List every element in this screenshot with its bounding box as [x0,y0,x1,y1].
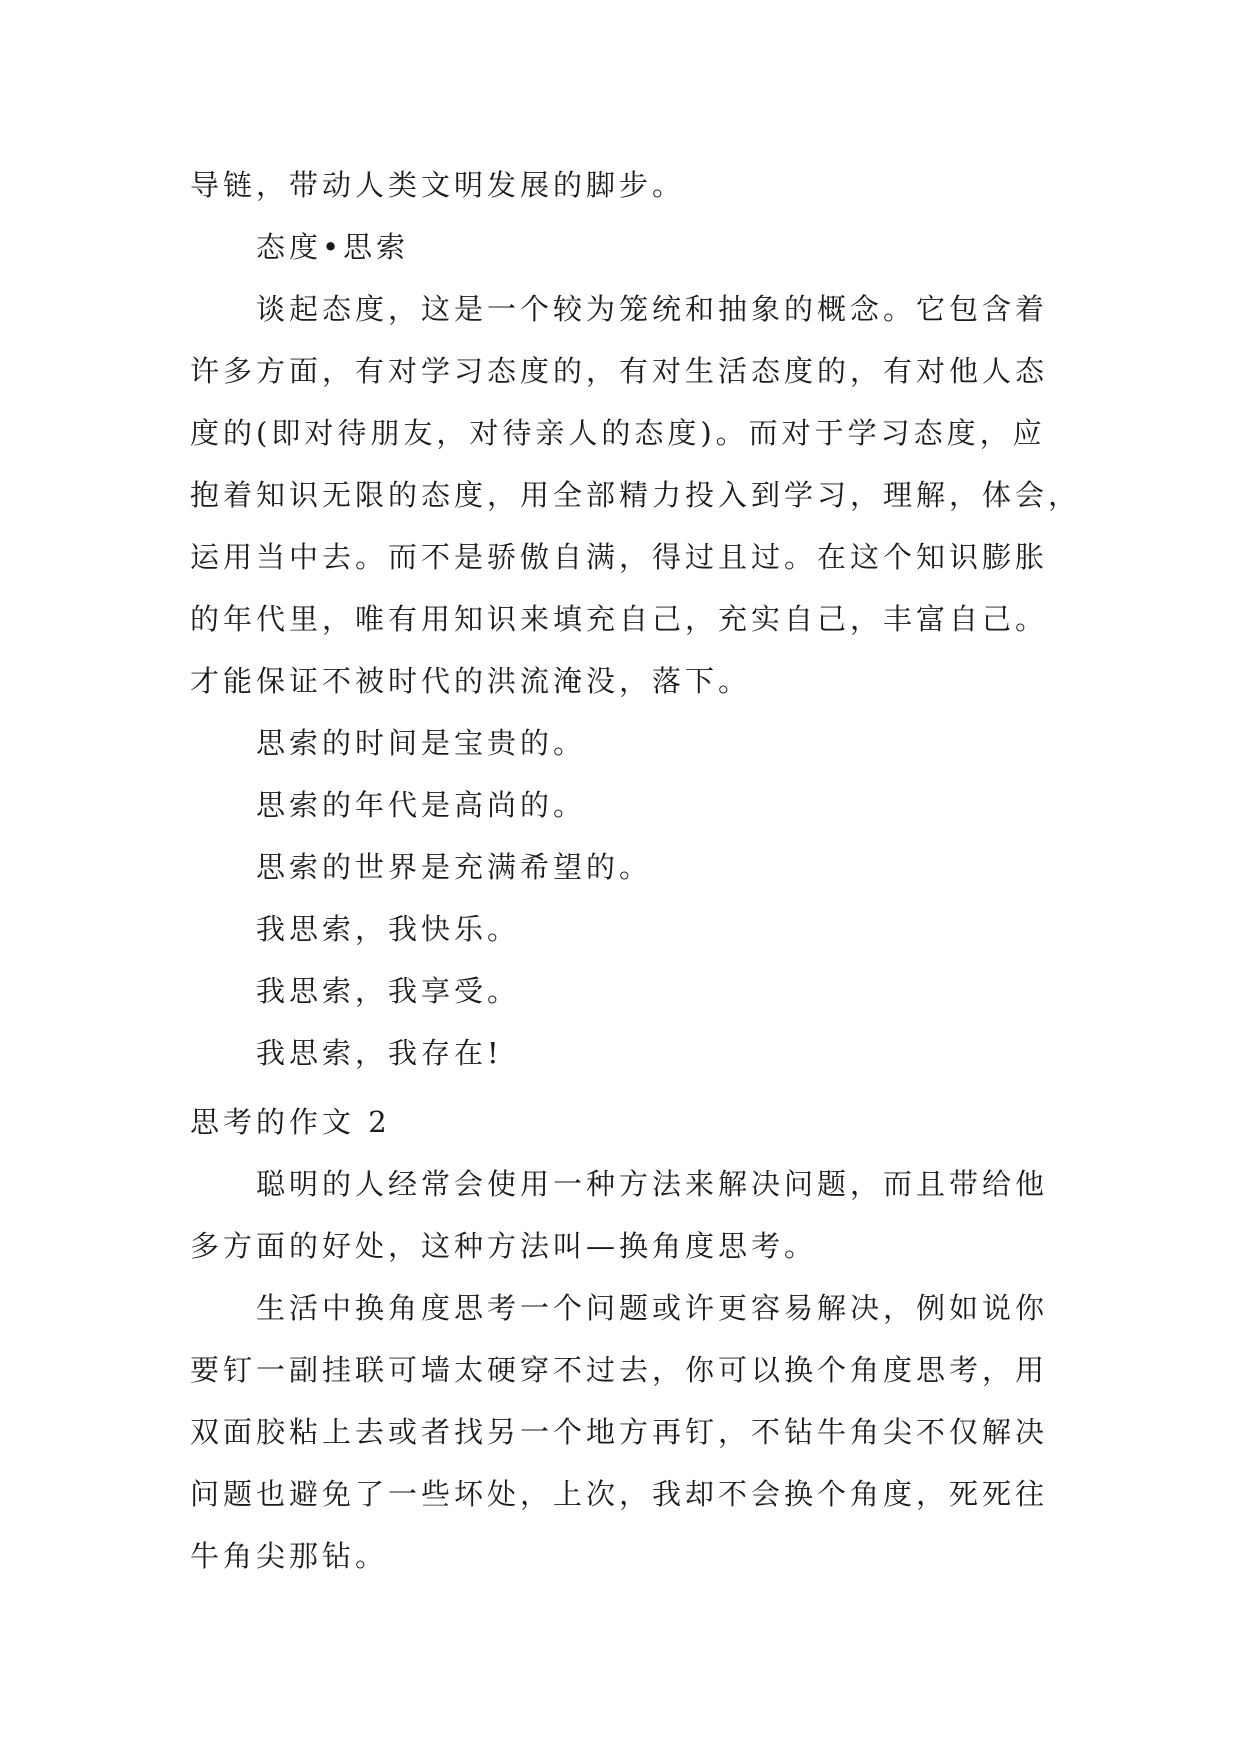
reflection-lines [190,712,1070,1084]
essay-section-attitude [190,154,1082,1084]
paragraph-line: 多方面的好处，这种方法叫—换角度思考。 [190,1229,818,1263]
paragraph-line: 要钉一副挂联可墙太硬穿不过去，你可以换个角度思考，用 [190,1353,1049,1387]
essay-section-2 [190,1091,1070,1587]
paragraph-line: 双面胶粘上去或者找另一个地方再钉，不钻牛角尖不仅解决 [190,1415,1049,1449]
reflection-line: 思索的时间是宝贵的。 [256,726,587,760]
paragraph-line: 抱着知识无限的态度，用全部精力投入到学习，理解，体会， [190,478,1082,512]
reflection-line: 我思索，我存在! [256,1036,503,1070]
paragraph-line: 许多方面，有对学习态度的，有对生活态度的，有对他人态 [190,354,1049,388]
attitude-paragraph [190,278,1082,712]
reflection-line: 我思索，我享受。 [256,974,521,1008]
essay-title: 思考的作文 2 [190,1105,391,1139]
paragraph-line: 谈起态度，这是一个较为笼统和抽象的概念。它包含着 [256,292,1049,326]
paragraph-line: 才能保证不被时代的洪流淹没，落下。 [190,664,752,698]
reflection-line: 思索的年代是高尚的。 [256,788,587,822]
essay2-paragraph-2 [190,1277,1070,1587]
paragraph-line: 度的(即对待朋友，对待亲人的态度)。而对于学习态度，应 [190,416,1046,450]
continuation-line: 导链，带动人类文明发展的脚步。 [190,168,686,202]
paragraph-line: 的年代里，唯有用知识来填充自己，充实自己，丰富自己。 [190,602,1049,636]
paragraph-line: 生活中换角度思考一个问题或许更容易解决，例如说你 [256,1291,1049,1325]
paragraph-line: 问题也避免了一些坏处，上次，我却不会换个角度，死死往 [190,1477,1049,1511]
paragraph-line: 牛角尖那钻。 [190,1539,389,1573]
reflection-line: 思索的世界是充满希望的。 [256,850,653,884]
essay2-paragraph-1 [190,1153,1070,1277]
reflection-line: 我思索，我快乐。 [256,912,521,946]
section-subheading: 态度•思索 [256,230,410,264]
paragraph-line: 运用当中去。而不是骄傲自满，得过且过。在这个知识膨胀 [190,540,1049,574]
paragraph-line: 聪明的人经常会使用一种方法来解决问题，而且带给他 [256,1167,1049,1201]
